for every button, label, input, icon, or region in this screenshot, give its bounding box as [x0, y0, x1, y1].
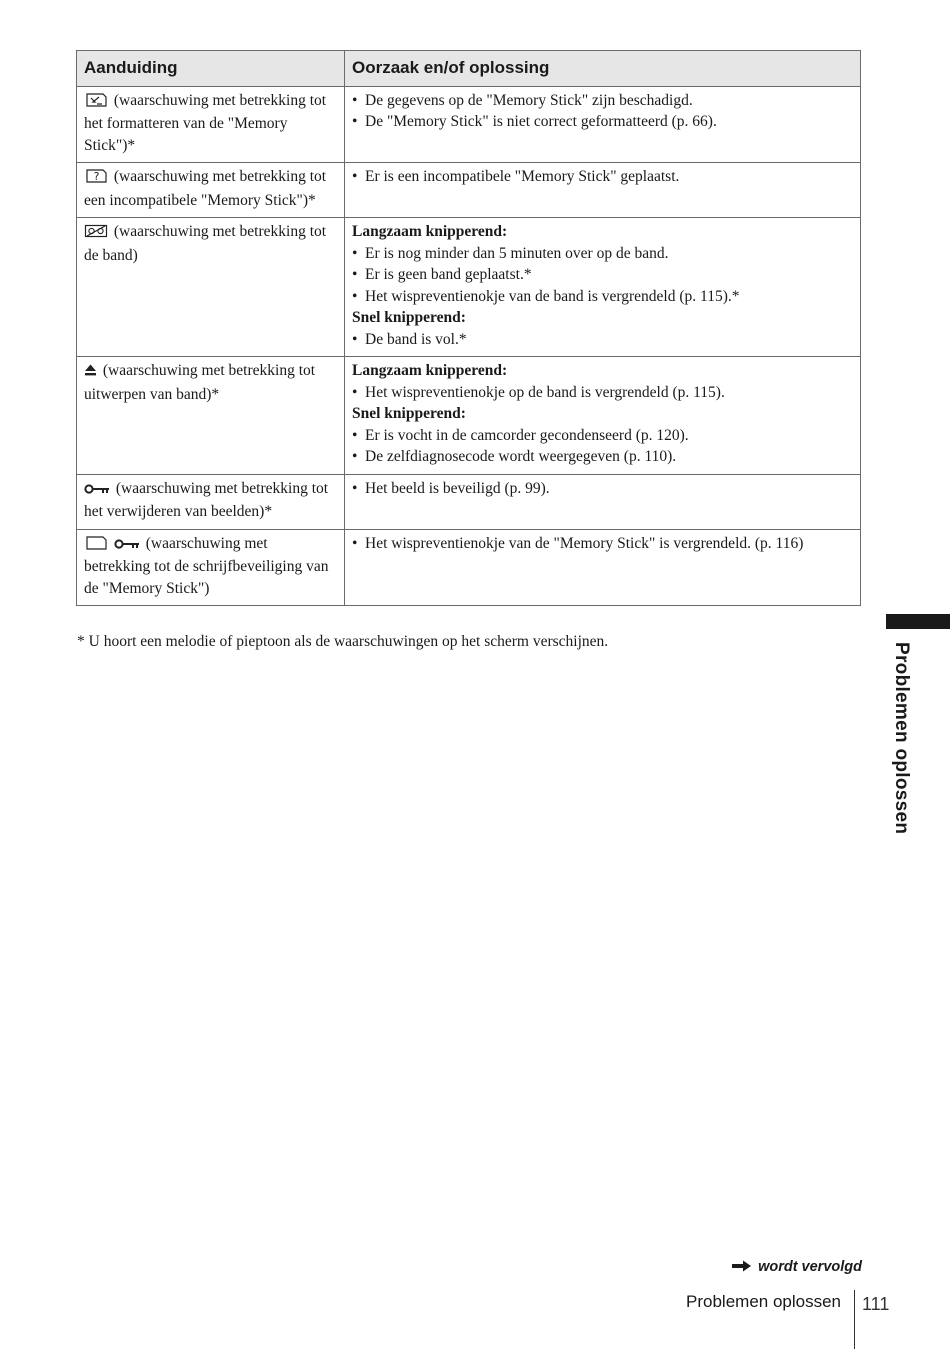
header-cause: Oorzaak en/of oplossing	[345, 51, 861, 87]
memory-stick-icon	[84, 535, 108, 557]
indication-text: (waarschuwing met betrekking tot een incompatibele "Memory Stick")*	[84, 168, 327, 209]
indication-cell	[77, 86, 345, 163]
tape-warning-icon	[84, 223, 108, 245]
cause-bullet: • Er is geen band geplaatst.*	[352, 264, 853, 286]
cause-bullet: • Het beeld is beveiligd (p. 99).	[352, 478, 853, 500]
table-row	[77, 218, 861, 357]
footer-section-name: Problemen oplossen	[686, 1292, 841, 1311]
indication-text: (waarschuwing met betrekking tot het formatteren van de "Memory Stick")*	[84, 91, 327, 154]
cause-bullet: • Er is nog minder dan 5 minuten over op de band.	[352, 243, 853, 265]
cause-cell	[345, 86, 861, 163]
page-number: 111	[862, 1294, 890, 1314]
cause-bullet: • Er is vocht in de camcorder gecondenseerd (p. 120).	[352, 425, 853, 447]
arrow-right-icon	[732, 1259, 756, 1275]
table-header-row	[77, 51, 861, 87]
indication-text: (waarschuwing met betrekking tot de schrijfbeveiliging van de "Memory Stick")	[84, 534, 329, 597]
memory-stick-format-warning-icon	[84, 92, 108, 114]
indication-text: (waarschuwing met betrekking tot de band)	[84, 223, 327, 264]
cause-bullet: • De gegevens op de "Memory Stick" zijn beschadigd.	[352, 90, 853, 112]
table-row	[77, 474, 861, 529]
table-row	[77, 163, 861, 218]
protect-key-icon	[114, 535, 140, 557]
indication-text: (waarschuwing met betrekking tot uitwerpen van band)*	[84, 362, 316, 403]
cause-bullet: • Het wispreventienokje van de band is vergrendeld (p. 115).*	[352, 286, 853, 308]
cause-bullet: • Het wispreventienokje op de band is vergrendeld (p. 115).	[352, 382, 853, 404]
continued-text: wordt vervolgd	[758, 1259, 862, 1275]
cause-cell	[345, 218, 861, 357]
table-row	[77, 357, 861, 475]
indication-cell	[77, 357, 345, 475]
memory-stick-incompatible-icon	[84, 168, 108, 190]
cause-bullet: • Er is een incompatibele "Memory Stick" geplaatst.	[352, 166, 853, 188]
header-indication: Aanduiding	[77, 51, 345, 87]
protect-key-icon	[84, 480, 110, 502]
indication-cell	[77, 163, 345, 218]
footnote: * U hoort een melodie of pieptoon als de waarschuwingen op het scherm verschijnen.	[77, 633, 609, 650]
side-tab-label: Problemen oplossen	[891, 642, 912, 835]
slow-blink-heading: Langzaam knipperend:	[352, 362, 508, 379]
fast-blink-heading: Snel knipperend:	[352, 405, 466, 422]
indication-text: (waarschuwing met betrekking tot het verwijderen van beelden)*	[84, 479, 329, 520]
table-row	[77, 529, 861, 606]
cause-bullet: • De "Memory Stick" is niet correct geformatteerd (p. 66).	[352, 111, 853, 133]
indication-cell	[77, 529, 345, 606]
cause-cell	[345, 529, 861, 606]
indication-cell	[77, 218, 345, 357]
svg-text:?: ?	[93, 170, 100, 183]
cause-bullet: • De band is vol.*	[352, 329, 853, 351]
cause-cell	[345, 474, 861, 529]
cause-bullet: • De zelfdiagnosecode wordt weergegeven (p. 110).	[352, 446, 853, 468]
indication-cell	[77, 474, 345, 529]
side-tab-marker	[886, 614, 950, 629]
table-row	[77, 86, 861, 163]
slow-blink-heading: Langzaam knipperend:	[352, 223, 508, 240]
cause-bullet: • Het wispreventienokje van de "Memory Stick" is vergrendeld. (p. 116)	[352, 533, 853, 555]
fast-blink-heading: Snel knipperend:	[352, 309, 466, 326]
eject-icon	[84, 362, 97, 384]
footer-divider	[854, 1290, 855, 1349]
continued-note	[732, 1259, 862, 1275]
warning-table	[76, 50, 861, 606]
cause-cell	[345, 163, 861, 218]
cause-cell	[345, 357, 861, 475]
